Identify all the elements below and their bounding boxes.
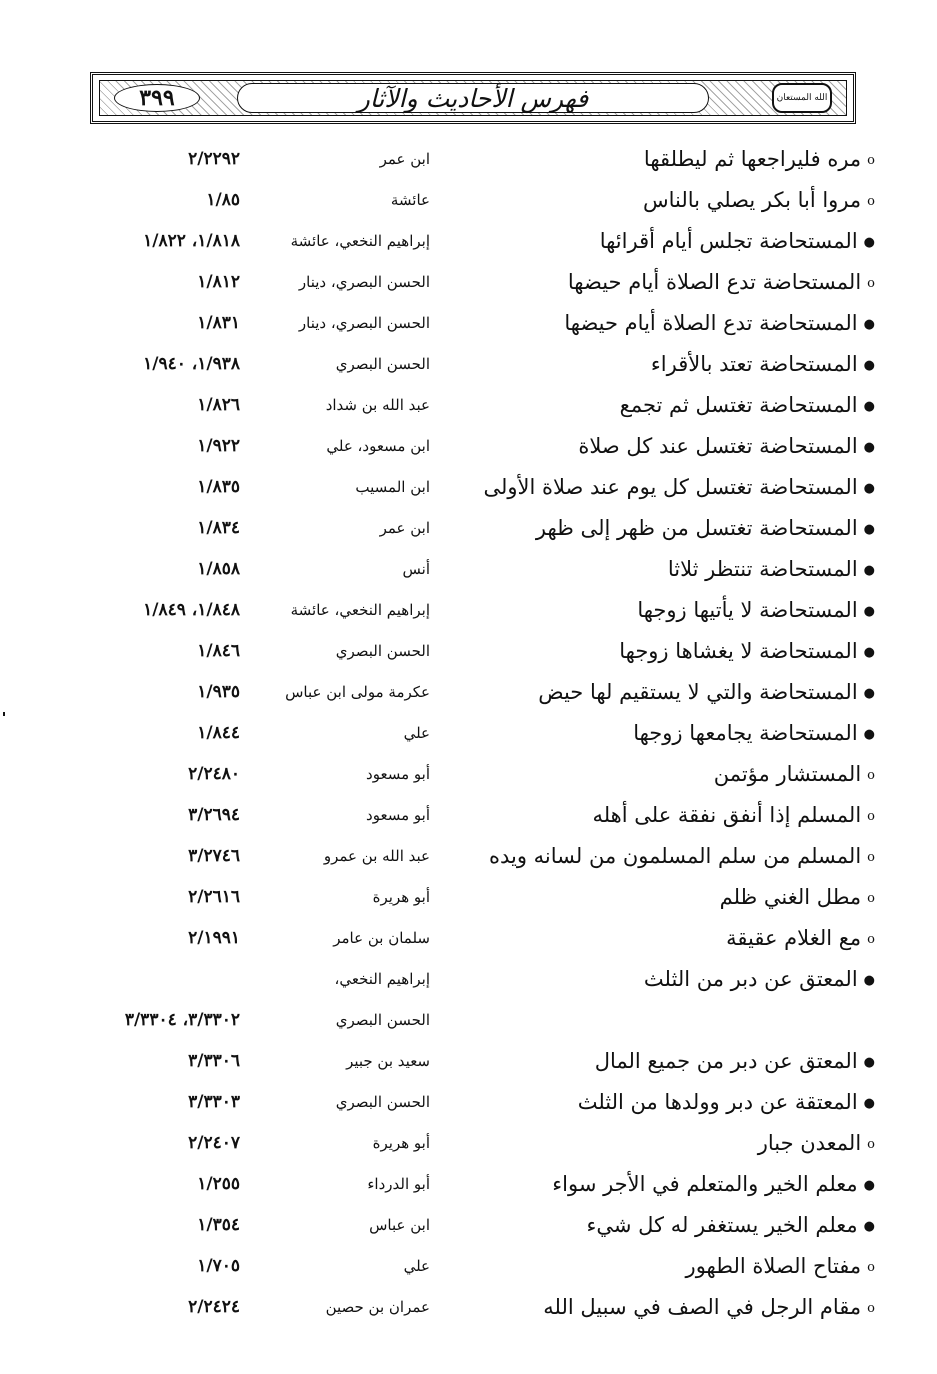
narrator: ابن مسعود، علي — [326, 437, 430, 455]
narrator: ابن عمر — [379, 519, 430, 537]
filled-bullet-icon: ● — [863, 399, 875, 414]
hollow-bullet-icon: o — [867, 153, 875, 168]
filled-bullet-icon: ● — [863, 727, 875, 742]
hadith-text: المعدن جبار — [757, 1131, 862, 1155]
hadith-text: معلم الخير يستغفر له كل شيء — [586, 1213, 858, 1237]
hadith-text: المسلم إذا أنفق نفقة على أهله — [592, 803, 862, 827]
narrator: سلمان بن عامر — [333, 929, 430, 947]
volume-hadith-ref: ١/٨٣٥ — [197, 477, 240, 497]
narrator: إبراهيم النخعي، — [334, 970, 430, 988]
hollow-bullet-icon: o — [867, 850, 875, 865]
entry-text — [445, 304, 875, 345]
entry-text — [445, 1288, 875, 1329]
hadith-text: المعتقة عن دبر وولدها من الثلث — [577, 1090, 858, 1114]
hollow-bullet-icon: o — [867, 891, 875, 906]
entry-text — [445, 591, 875, 632]
filled-bullet-icon: ● — [863, 481, 875, 496]
index-entry-row — [0, 222, 937, 263]
filled-bullet-icon: ● — [863, 317, 875, 332]
entry-text — [445, 1042, 875, 1083]
hollow-bullet-icon: o — [867, 1137, 875, 1152]
narrator: أبو مسعود — [366, 806, 430, 824]
page-number-box — [114, 84, 200, 112]
volume-hadith-ref: ١/٨٤٦ — [197, 641, 240, 661]
margin-speck — [3, 712, 5, 716]
entry-text — [445, 1165, 875, 1206]
volume-hadith-ref: ٢/٢٤٠٧ — [188, 1133, 240, 1153]
filled-bullet-icon: ● — [863, 1055, 875, 1070]
index-entry-row — [0, 919, 937, 960]
hollow-bullet-icon: o — [867, 194, 875, 209]
volume-hadith-ref: ٢/٢٢٩٢ — [188, 149, 240, 169]
narrator: أبو هريرة — [372, 1134, 430, 1152]
hadith-text: المستحاضة تغتسل ثم تجمع — [619, 393, 858, 417]
narrator: سعيد بن جبير — [346, 1052, 430, 1070]
entry-text — [445, 509, 875, 550]
index-entry-row — [0, 345, 937, 386]
entry-text — [445, 263, 875, 304]
hollow-bullet-icon: o — [867, 1301, 875, 1316]
volume-hadith-ref: ١/٨٣٤ — [197, 518, 240, 538]
filled-bullet-icon: ● — [863, 1219, 875, 1234]
hadith-text: مروا أبا بكر يصلي بالناس — [643, 188, 862, 212]
entry-text — [445, 878, 875, 919]
filled-bullet-icon: ● — [863, 604, 875, 619]
narrator: الحسن البصري — [335, 642, 430, 660]
volume-hadith-ref: ١/٩٢٢ — [197, 436, 240, 456]
volume-hadith-ref: ١/٨١٨، ١/٨٢٢ — [143, 231, 240, 251]
hadith-text: المستحاضة تدع الصلاة أيام حيضها — [564, 311, 858, 335]
entry-text — [445, 181, 875, 222]
hollow-bullet-icon: o — [867, 768, 875, 783]
index-entry-row — [0, 1206, 937, 1247]
filled-bullet-icon: ● — [863, 645, 875, 660]
index-entry-row — [0, 1165, 937, 1206]
hadith-text: المستحاضة يجامعها زوجها — [633, 721, 858, 745]
index-entry-row — [0, 796, 937, 837]
entry-text — [445, 632, 875, 673]
index-entry-row — [0, 878, 937, 919]
filled-bullet-icon: ● — [863, 235, 875, 250]
index-entry-row — [0, 509, 937, 550]
filled-bullet-icon: ● — [863, 1178, 875, 1193]
volume-hadith-ref: ١/٨٣١ — [197, 313, 240, 333]
volume-hadith-ref: ١/٨٤٤ — [197, 723, 240, 743]
index-entry-row — [0, 755, 937, 796]
hollow-bullet-icon: o — [867, 276, 875, 291]
entry-text — [445, 1001, 875, 1042]
volume-hadith-ref — [70, 960, 240, 1001]
narrator: علي — [403, 724, 430, 742]
hollow-bullet-icon: o — [867, 1260, 875, 1275]
hadith-text: المستحاضة تعتد بالأقراء — [650, 352, 858, 376]
index-entry-row — [0, 1247, 937, 1288]
hadith-text: مفتاح الصلاة الطهور — [685, 1254, 862, 1278]
hollow-bullet-icon: o — [867, 809, 875, 824]
index-entry-row — [0, 1042, 937, 1083]
filled-bullet-icon: ● — [863, 1096, 875, 1111]
index-entry-row — [0, 304, 937, 345]
narrator: الحسن البصري — [335, 1093, 430, 1111]
filled-bullet-icon: ● — [863, 973, 875, 988]
hadith-text: مقام الرجل في الصف في سبيل الله — [543, 1295, 862, 1319]
entry-text — [445, 386, 875, 427]
entry-text — [445, 1083, 875, 1124]
hadith-text: المستحاضة تغتسل كل يوم عند صلاة الأولى — [483, 475, 858, 499]
hadith-text: معلم الخير والمتعلم في الأجر سواء — [552, 1172, 858, 1196]
narrator: الحسن البصري، دينار — [298, 273, 430, 291]
entry-text — [445, 960, 875, 1001]
entry-text — [445, 919, 875, 960]
volume-hadith-ref: ١/٢٥٥ — [197, 1174, 240, 1194]
volume-hadith-ref: ٢/١٩٩١ — [188, 928, 240, 948]
index-entry-row — [0, 673, 937, 714]
volume-hadith-ref: ١/٣٥٤ — [197, 1215, 240, 1235]
narrator: أنس — [402, 560, 430, 578]
entry-text — [445, 755, 875, 796]
index-entry-row — [0, 1288, 937, 1329]
volume-hadith-ref: ١/٩٣٥ — [197, 682, 240, 702]
narrator: أبو هريرة — [372, 888, 430, 906]
entry-text — [445, 468, 875, 509]
index-entry-row — [0, 1001, 937, 1042]
volume-hadith-ref: ١/٧٠٥ — [197, 1256, 240, 1276]
page-number: ٣٩٩ — [139, 85, 175, 111]
narrator: عكرمة مولى ابن عباس — [285, 683, 430, 701]
volume-hadith-ref: ٣/٣٣٠٦ — [188, 1051, 240, 1071]
index-entry-row — [0, 591, 937, 632]
index-entry-row — [0, 181, 937, 222]
hadith-index-list — [0, 140, 937, 1329]
hadith-text: المسلم من سلم المسلمون من لسانه ويده — [488, 844, 862, 868]
filled-bullet-icon: ● — [863, 522, 875, 537]
volume-hadith-ref: ٢/٢٦١٦ — [188, 887, 240, 907]
volume-hadith-ref: ١/٨٤٨، ١/٨٤٩ — [143, 600, 240, 620]
narrator: إبراهيم النخعي، عائشة — [290, 232, 430, 250]
hadith-text: المعتق عن دبر من جميع المال — [594, 1049, 858, 1073]
volume-hadith-ref: ٣/٢٧٤٦ — [188, 846, 240, 866]
hadith-text: مع الغلام عقيقة — [726, 926, 862, 950]
entry-text — [445, 1206, 875, 1247]
hadith-text: المستحاضة تنتظر ثلاثا — [667, 557, 858, 581]
entry-text — [445, 550, 875, 591]
hadith-text: المستحاضة تجلس أيام أقرائها — [599, 229, 858, 253]
narrator: الحسن البصري، دينار — [298, 314, 430, 332]
entry-text — [445, 1247, 875, 1288]
hadith-text: المستشار مؤتمن — [713, 762, 862, 786]
narrator: ابن عباس — [369, 1216, 430, 1234]
hadith-text: المستحاضة لا يأتيها زوجها — [637, 598, 858, 622]
entry-text — [445, 427, 875, 468]
page-header — [90, 72, 856, 124]
filled-bullet-icon: ● — [863, 358, 875, 373]
filled-bullet-icon: ● — [863, 563, 875, 578]
volume-hadith-ref: ١/٩٣٨، ١/٩٤٠ — [143, 354, 240, 374]
narrator: الحسن البصري — [335, 1011, 430, 1029]
narrator: عبد الله بن شداد — [325, 396, 430, 414]
hadith-text: المستحاضة تغتسل عند كل صلاة — [578, 434, 858, 458]
index-entry-row — [0, 632, 937, 673]
entry-text — [445, 673, 875, 714]
volume-hadith-ref: ١/٨٢٦ — [197, 395, 240, 415]
index-entry-row — [0, 714, 937, 755]
hollow-bullet-icon: o — [867, 932, 875, 947]
entry-text — [445, 222, 875, 263]
volume-hadith-ref: ٣/٣٣٠٣ — [188, 1092, 240, 1112]
entry-text — [445, 345, 875, 386]
hadith-text: المستحاضة لا يغشاها زوجها — [619, 639, 858, 663]
narrator: إبراهيم النخعي، عائشة — [290, 601, 430, 619]
narrator: عائشة — [390, 191, 430, 209]
entry-text — [445, 140, 875, 181]
header-title-cartouche — [237, 83, 709, 113]
index-entry-row — [0, 140, 937, 181]
index-entry-row — [0, 1124, 937, 1165]
publisher-seal — [772, 83, 832, 113]
seal-text: الله المستعان — [776, 92, 828, 103]
entry-text — [445, 796, 875, 837]
page-title: فهرس الأحاديث والآثار — [357, 83, 589, 113]
entry-text — [445, 1124, 875, 1165]
index-entry-row — [0, 427, 937, 468]
hadith-text: المستحاضة تدع الصلاة أيام حيضها — [567, 270, 862, 294]
header-ornament-band — [99, 80, 847, 116]
volume-hadith-ref: ١/٨٥ — [206, 190, 240, 210]
narrator: أبو مسعود — [366, 765, 430, 783]
volume-hadith-ref: ١/٨٥٨ — [197, 559, 240, 579]
volume-hadith-ref: ٣/٣٣٠٢، ٣/٣٣٠٤ — [124, 1010, 240, 1030]
index-entry-row — [0, 550, 937, 591]
narrator: ابن المسيب — [355, 478, 430, 496]
narrator: علي — [403, 1257, 430, 1275]
hadith-text: مطل الغني ظلم — [719, 885, 862, 909]
hadith-text: المستحاضة والتي لا يستقيم لها حيض — [538, 680, 858, 704]
narrator: عمران بن حصين — [325, 1298, 430, 1316]
entry-text — [445, 837, 875, 878]
volume-hadith-ref: ٢/٢٤٢٤ — [188, 1297, 240, 1317]
entry-text — [445, 714, 875, 755]
hadith-text: المستحاضة تغتسل من ظهر إلى ظهر — [535, 516, 858, 540]
narrator: الحسن البصري — [335, 355, 430, 373]
index-entry-row — [0, 386, 937, 427]
index-entry-row — [0, 1083, 937, 1124]
volume-hadith-ref: ٣/٢٦٩٤ — [188, 805, 240, 825]
index-entry-row — [0, 263, 937, 304]
narrator: ابن عمر — [379, 150, 430, 168]
narrator: أبو الدرداء — [367, 1175, 430, 1193]
narrator: عبد الله بن عمرو — [323, 847, 430, 865]
hadith-text: مره فليراجعها ثم ليطلقها — [643, 147, 862, 171]
filled-bullet-icon: ● — [863, 686, 875, 701]
volume-hadith-ref: ٢/٢٤٨٠ — [188, 764, 240, 784]
volume-hadith-ref: ١/٨١٢ — [197, 272, 240, 292]
filled-bullet-icon: ● — [863, 440, 875, 455]
hadith-text: المعتق عن دبر من الثلث — [643, 967, 858, 991]
index-entry-row — [0, 837, 937, 878]
index-entry-row — [0, 960, 937, 1001]
index-entry-row — [0, 468, 937, 509]
